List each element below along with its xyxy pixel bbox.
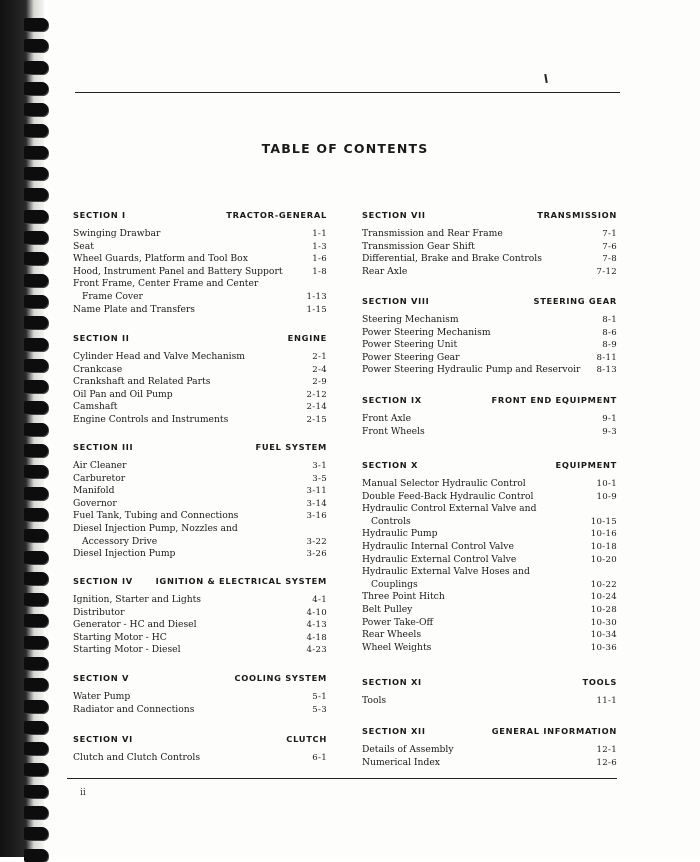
entry-page-number: 2-12 [306, 389, 327, 400]
entry-page-number: 6-1 [312, 753, 327, 763]
entry-page-number: 3-1 [312, 461, 327, 471]
toc-section [362, 210, 617, 278]
section-title: STEERING GEAR [533, 296, 617, 306]
section-number: SECTION V [73, 673, 130, 683]
entry-title: Front Axle [362, 413, 412, 424]
toc-entry [362, 266, 617, 279]
entry-page-number: 10-34 [590, 630, 617, 641]
entry-page-number: 10-9 [596, 491, 617, 502]
toc-entry [362, 541, 617, 554]
toc-entry [73, 241, 327, 254]
entry-page-number: 10-30 [590, 617, 617, 628]
entry-page-number: 2-1 [312, 352, 327, 362]
section-heading [73, 210, 327, 226]
entry-title: Power Steering Hydraulic Pump and Reservoir [362, 364, 581, 376]
entry-title: Camshaft [73, 401, 118, 413]
toc-section [362, 395, 617, 438]
section-number: SECTION IX [362, 395, 422, 405]
entry-page-number: 9-3 [602, 426, 617, 437]
toc-entry [73, 548, 327, 561]
entry-title: Seat [73, 240, 94, 252]
toc-entry [362, 413, 617, 426]
binding-ring [24, 785, 48, 798]
entry-page-number: 1-1 [312, 229, 327, 239]
toc-entry [73, 523, 327, 536]
binding-ring [24, 338, 48, 351]
toc-entry [362, 566, 617, 579]
entry-title: Front Wheels [362, 425, 425, 437]
section-number: SECTION VIII [362, 296, 430, 306]
entry-title: Controls [371, 515, 411, 527]
toc-entry [73, 704, 327, 717]
entry-title: Diesel Injection Pump [73, 548, 176, 560]
binding-ring [24, 614, 48, 627]
toc-entry [362, 757, 617, 770]
entry-page-number: 11-1 [596, 696, 617, 706]
toc-entry [73, 291, 327, 304]
binding-ring [24, 167, 48, 180]
section-title: GENERAL INFORMATION [491, 726, 617, 736]
entry-page-number: 1-8 [312, 266, 327, 277]
entry-page-number: 10-22 [590, 579, 617, 590]
entry-title: Differential, Brake and Brake Controls [362, 253, 542, 265]
binding-ring [24, 210, 48, 223]
toc-entry [362, 629, 617, 642]
toc-entry [73, 401, 327, 414]
binding-ring [24, 316, 48, 329]
toc-section [73, 210, 327, 316]
entry-title: Power Steering Unit [362, 339, 458, 351]
toc-entry [362, 617, 617, 630]
section-heading [362, 726, 617, 742]
section-title: EQUIPMENT [555, 460, 617, 470]
toc-entry [362, 253, 617, 266]
section-heading [73, 442, 327, 458]
section-title: TRACTOR-GENERAL [226, 210, 327, 220]
entry-title: Hydraulic Control External Valve and [362, 503, 537, 515]
entry-title: Power Take-Off [362, 616, 434, 628]
binding-ring [24, 124, 48, 137]
section-heading [73, 673, 327, 689]
entry-page-number: 10-1 [596, 479, 617, 489]
entry-title: Cylinder Head and Valve Mechanism [73, 351, 245, 362]
section-number: SECTION VI [73, 734, 133, 744]
section-title: CLUTCH [286, 734, 327, 744]
section-heading [362, 296, 617, 312]
entry-page-number: 3-22 [306, 536, 327, 547]
entry-title: Hydraulic Internal Control Valve [362, 540, 514, 552]
entry-title: Starting Motor - Diesel [73, 644, 181, 656]
entry-page-number: 1-3 [312, 241, 327, 252]
binding-ring [24, 380, 48, 393]
entry-title: Tools [362, 695, 387, 706]
toc-section [362, 296, 617, 377]
toc-entry [73, 691, 327, 704]
binding-ring [24, 295, 48, 308]
toc-entry [73, 460, 327, 473]
entry-title: Double Feed-Back Hydraulic Control [362, 490, 534, 502]
binding-ring [24, 401, 48, 414]
entry-title: Hydraulic Pump [362, 528, 438, 540]
entry-title: Wheel Weights [362, 641, 432, 653]
entry-page-number: 10-16 [590, 529, 617, 540]
toc-entry [362, 364, 617, 377]
entry-page-number: 8-9 [602, 340, 617, 351]
toc-entry [73, 607, 327, 620]
page-title: TABLE OF CONTENTS [261, 141, 429, 156]
toc-entry [73, 619, 327, 632]
toc-entry [362, 591, 617, 604]
toc-entry [362, 604, 617, 617]
section-title: IGNITION & ELECTRICAL SYSTEM [155, 576, 327, 586]
entry-title: Transmission Gear Shift [362, 240, 475, 252]
binding-ring [24, 231, 48, 244]
entry-title: Diesel Injection Pump, Nozzles and [73, 522, 238, 534]
binding-ring [24, 721, 48, 734]
entry-page-number: 8-11 [596, 352, 617, 363]
toc-entry [73, 376, 327, 389]
binding-ring [24, 82, 48, 95]
section-title: COOLING SYSTEM [234, 673, 327, 683]
entry-page-number: 1-6 [312, 254, 327, 265]
entry-page-number: 12-6 [596, 757, 617, 768]
entry-page-number: 8-1 [602, 315, 617, 325]
entry-page-number: 7-12 [596, 266, 617, 277]
toc-section [362, 460, 617, 654]
toc-entry [73, 351, 327, 364]
toc-entry [362, 478, 617, 491]
entry-title: Generator - HC and Diesel [73, 619, 197, 631]
toc-entry [362, 426, 617, 439]
toc-entry [73, 266, 327, 279]
binding-ring [24, 849, 48, 862]
toc-entry [73, 253, 327, 266]
section-number: SECTION XII [362, 726, 426, 736]
entry-title: Clutch and Clutch Controls [73, 752, 201, 763]
binding-ring [24, 146, 48, 159]
entry-page-number: 7-1 [602, 229, 617, 239]
toc-entry [73, 228, 327, 241]
binding-ring [24, 188, 48, 201]
entry-page-number: 10-15 [590, 516, 617, 527]
section-number: SECTION IV [73, 576, 133, 586]
entry-title: Transmission and Rear Frame [362, 228, 503, 239]
entry-page-number: 5-1 [312, 692, 327, 702]
entry-title: Fuel Tank, Tubing and Connections [73, 510, 239, 522]
entry-title: Crankshaft and Related Parts [73, 376, 211, 388]
entry-page-number: 3-11 [306, 486, 327, 497]
binding-ring [24, 359, 48, 372]
entry-page-number: 3-14 [306, 498, 327, 509]
toc-section [362, 726, 617, 769]
toc-entry [362, 491, 617, 504]
toc-entry [362, 228, 617, 241]
page-number: ii [80, 788, 86, 798]
entry-page-number: 2-4 [312, 364, 327, 375]
section-heading [362, 460, 617, 476]
binding-ring [24, 18, 48, 31]
entry-title: Belt Pulley [362, 603, 413, 615]
toc-entry [73, 498, 327, 511]
binding-ring [24, 572, 48, 585]
binding-ring [24, 423, 48, 436]
toc-entry [73, 632, 327, 645]
entry-title: Crankcase [73, 363, 123, 375]
entry-title: Rear Wheels [362, 629, 422, 641]
entry-title: Radiator and Connections [73, 703, 195, 715]
binding-ring [24, 465, 48, 478]
entry-page-number: 4-23 [306, 645, 327, 656]
entry-title: Hood, Instrument Panel and Battery Support [73, 265, 283, 277]
entry-page-number: 3-5 [312, 473, 327, 484]
toc-section [73, 734, 327, 765]
toc-entry [73, 536, 327, 549]
section-heading [362, 677, 617, 693]
entry-title: Swinging Drawbar [73, 228, 161, 239]
entry-title: Accessory Drive [82, 535, 158, 547]
toc-entry [362, 352, 617, 365]
entry-title: Front Frame, Center Frame and Center [73, 278, 259, 290]
entry-page-number: 4-13 [306, 620, 327, 631]
entry-page-number: 1-13 [306, 291, 327, 302]
entry-title: Engine Controls and Instruments [73, 413, 229, 425]
entry-title: Details of Assembly [362, 744, 454, 755]
entry-title: Starting Motor - HC [73, 631, 167, 643]
entry-page-number: 3-26 [306, 549, 327, 560]
binding-ring [24, 274, 48, 287]
toc-entry [362, 241, 617, 254]
toc-entry [362, 516, 617, 529]
entry-title: Numerical Index [362, 756, 440, 768]
entry-title: Hydraulic External Valve Hoses and [362, 566, 530, 578]
entry-title: Hydraulic External Control Valve [362, 553, 517, 565]
entry-page-number: 10-18 [590, 541, 617, 552]
entry-title: Distributor [73, 606, 125, 618]
binding-ring [24, 487, 48, 500]
binding-ring [24, 742, 48, 755]
binding-ring [24, 636, 48, 649]
binding-ring [24, 763, 48, 776]
entry-page-number: 4-18 [306, 632, 327, 643]
section-number: SECTION I [73, 210, 126, 220]
entry-title: Frame Cover [82, 290, 143, 302]
toc-entry [73, 594, 327, 607]
toc-entry [73, 364, 327, 377]
binding-ring [24, 61, 48, 74]
section-number: SECTION X [362, 460, 419, 470]
section-heading [362, 210, 617, 226]
toc-entry [362, 695, 617, 708]
toc-section [73, 333, 327, 427]
entry-page-number: 10-24 [590, 592, 617, 603]
entry-page-number: 7-8 [602, 254, 617, 265]
entry-title: Power Steering Gear [362, 351, 460, 363]
toc-entry [362, 339, 617, 352]
entry-title: Oil Pan and Oil Pump [73, 388, 173, 400]
bottom-rule [67, 778, 617, 779]
binding-ring [24, 444, 48, 457]
binding-ring [24, 678, 48, 691]
entry-title: Power Steering Mechanism [362, 326, 491, 338]
entry-page-number: 1-15 [306, 304, 327, 315]
toc-entry [73, 752, 327, 765]
binding-ring [24, 39, 48, 52]
binding-ring [24, 508, 48, 521]
entry-page-number: 3-16 [306, 511, 327, 522]
toc-entry [362, 579, 617, 592]
toc-entry [73, 485, 327, 498]
entry-page-number: 2-14 [306, 402, 327, 413]
section-heading [73, 576, 327, 592]
binding-ring [24, 252, 48, 265]
entry-title: Ignition, Starter and Lights [73, 594, 202, 605]
toc-entry [362, 314, 617, 327]
toc-section [362, 677, 617, 708]
toc-entry [73, 278, 327, 291]
toc-section [73, 576, 327, 657]
toc-section [73, 442, 327, 561]
top-rule [75, 92, 620, 93]
binding-ring [24, 551, 48, 564]
toc-entry [73, 304, 327, 317]
section-heading [73, 734, 327, 750]
entry-title: Steering Mechanism [362, 314, 459, 325]
binding-ring [24, 827, 48, 840]
section-heading [73, 333, 327, 349]
binding-ring [24, 657, 48, 670]
section-number: SECTION VII [362, 210, 426, 220]
entry-page-number: 8-13 [596, 365, 617, 376]
entry-page-number: 10-20 [590, 554, 617, 565]
toc-entry [362, 642, 617, 655]
entry-title: Name Plate and Transfers [73, 303, 196, 315]
entry-page-number: 8-6 [602, 327, 617, 338]
entry-title: Rear Axle [362, 265, 408, 277]
toc-entry [73, 644, 327, 657]
binding-ring [24, 700, 48, 713]
toc-entry [73, 473, 327, 486]
entry-page-number: 4-10 [306, 607, 327, 618]
entry-page-number: 5-3 [312, 704, 327, 715]
spiral-binding [0, 0, 44, 857]
entry-title: Manifold [73, 485, 115, 497]
entry-title: Couplings [371, 578, 418, 590]
toc-section [73, 673, 327, 716]
binding-ring [24, 103, 48, 116]
entry-page-number: 9-1 [602, 414, 617, 424]
section-title: TRANSMISSION [537, 210, 617, 220]
entry-page-number: 2-15 [306, 414, 327, 425]
toc-entry [362, 503, 617, 516]
toc-entry [73, 510, 327, 523]
section-heading [362, 395, 617, 411]
section-title: FUEL SYSTEM [255, 442, 327, 452]
entry-title: Manual Selector Hydraulic Control [362, 478, 526, 489]
binding-ring [24, 529, 48, 542]
section-number: SECTION II [73, 333, 130, 343]
binding-ring [24, 593, 48, 606]
entry-page-number: 10-36 [590, 642, 617, 653]
toc-entry [73, 414, 327, 427]
entry-title: Governor [73, 497, 117, 509]
section-title: ENGINE [287, 333, 327, 343]
entry-title: Carburetor [73, 472, 126, 484]
entry-page-number: 4-1 [312, 595, 327, 605]
binding-ring [24, 806, 48, 819]
entry-page-number: 12-1 [596, 745, 617, 755]
section-number: SECTION XI [362, 677, 422, 687]
toc-entry [362, 744, 617, 757]
section-title: TOOLS [582, 677, 617, 687]
pen-mark [544, 74, 548, 83]
toc-entry [73, 389, 327, 402]
toc-entry [362, 554, 617, 567]
entry-title: Wheel Guards, Platform and Tool Box [73, 253, 248, 265]
entry-title: Air Cleaner [73, 460, 127, 471]
toc-entry [362, 327, 617, 340]
entry-page-number: 10-28 [590, 604, 617, 615]
entry-page-number: 2-9 [312, 377, 327, 388]
section-number: SECTION III [73, 442, 134, 452]
toc-entry [362, 528, 617, 541]
entry-title: Water Pump [73, 691, 131, 702]
section-title: FRONT END EQUIPMENT [491, 395, 617, 405]
entry-title: Three Point Hitch [362, 591, 445, 603]
entry-page-number: 7-6 [602, 241, 617, 252]
